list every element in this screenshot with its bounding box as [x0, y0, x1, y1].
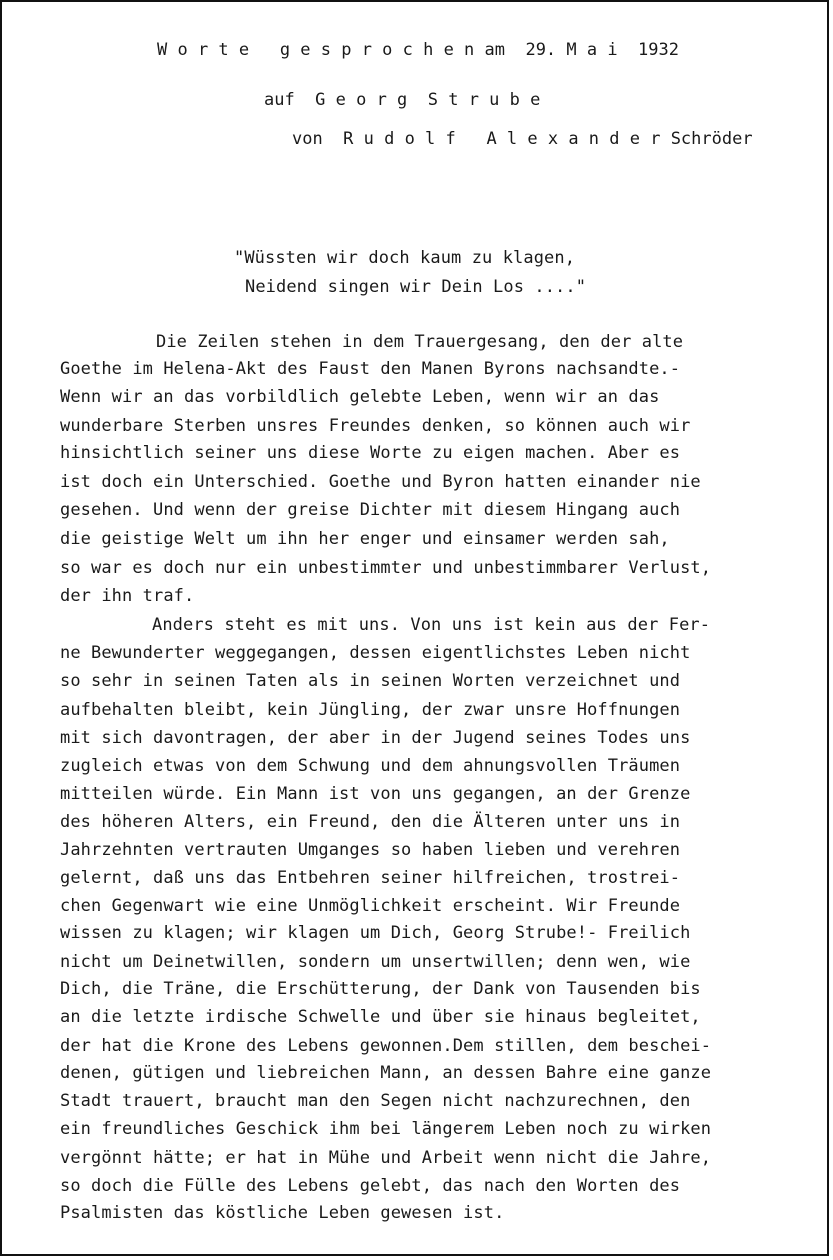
- quote-line-2: Neidend singen wir Dein Los ....": [245, 277, 587, 297]
- body-line: ne Bewunderter weggegangen, dessen eigentlichstes Leben nicht: [60, 643, 691, 663]
- body-line: so war es doch nur ein unbestimmter und unbestimmbarer Verlust,: [60, 558, 712, 578]
- body-line: Wenn wir an das vorbildlich gelebte Leben, wenn wir an das: [60, 387, 660, 407]
- body-line: Psalmisten das köstliche Leben gewesen ist.: [60, 1203, 505, 1223]
- body-line: so sehr in seinen Taten als in seinen Worten verzeichnet und: [60, 671, 681, 691]
- body-line: aufbehalten bleibt, kein Jüngling, der zwar unsre Hoffnungen: [60, 700, 681, 720]
- body-line: gelernt, daß uns das Entbehren seiner hilfreichen, trostrei-: [60, 868, 681, 888]
- body-line: des höheren Alters, ein Freund, den die Älteren unter uns in: [60, 812, 681, 832]
- body-line: mit sich davontragen, der aber in der Jugend seines Todes uns: [60, 728, 691, 748]
- body-line: vergönnt hätte; er hat in Mühe und Arbeit wenn nicht die Jahre,: [60, 1148, 712, 1168]
- body-line: zugleich etwas von dem Schwung und dem ahnungsvollen Träumen: [60, 756, 681, 776]
- body-line: an die letzte irdische Schwelle und über sie hinaus begleitet,: [60, 1007, 701, 1027]
- body-line: wunderbare Sterben unsres Freundes denken, so können auch wir: [60, 416, 691, 436]
- body-line: Anders steht es mit uns. Von uns ist kein aus der Fer-: [152, 615, 711, 635]
- body-line: so doch die Fülle des Lebens gelebt, das nach den Worten des: [60, 1176, 681, 1196]
- body-line: ist doch ein Unterschied. Goethe und Byron hatten einander nie: [60, 472, 701, 492]
- body-line: Die Zeilen stehen in dem Trauergesang, den der alte: [156, 332, 684, 352]
- header-line-3: von R u d o l f A l e x a n d e r Schröder: [292, 129, 753, 149]
- body-line: Dich, die Träne, die Erschütterung, der Dank von Tausenden bis: [60, 979, 701, 999]
- body-line: der hat die Krone des Lebens gewonnen.Dem stillen, dem beschei-: [60, 1036, 712, 1056]
- body-line: denen, gütigen und liebreichen Mann, an dessen Bahre eine ganze: [60, 1063, 712, 1083]
- quote-line-1: "Wüssten wir doch kaum zu klagen,: [234, 248, 576, 268]
- body-line: hinsichtlich seiner uns diese Worte zu eigen machen. Aber es: [60, 443, 681, 463]
- body-line: Jahrzehnten vertrauten Umganges so haben lieben und verehren: [60, 840, 681, 860]
- body-line: gesehen. Und wenn der greise Dichter mit diesem Hingang auch: [60, 500, 681, 520]
- body-line: Stadt trauert, braucht man den Segen nicht nachzurechnen, den: [60, 1091, 691, 1111]
- body-line: chen Gegenwart wie eine Unmöglichkeit erscheint. Wir Freunde: [60, 896, 681, 916]
- body-line: wissen zu klagen; wir klagen um Dich, Georg Strube!- Freilich: [60, 923, 691, 943]
- body-line: die geistige Welt um ihn her enger und einsamer werden sah,: [60, 529, 670, 549]
- body-line: ein freundliches Geschick ihm bei längerem Leben noch zu wirken: [60, 1119, 712, 1139]
- body-line: mitteilen würde. Ein Mann ist von uns gegangen, an der Grenze: [60, 784, 691, 804]
- body-line: der ihn traf.: [60, 586, 195, 606]
- header-line-1: W o r t e g e s p r o c h e n am 29. M a i 1932: [157, 40, 679, 60]
- body-line: nicht um Deinetwillen, sondern um unsertwillen; denn wen, wie: [60, 952, 691, 972]
- header-line-2: auf G e o r g S t r u b e: [264, 90, 541, 110]
- body-line: Goethe im Helena-Akt des Faust den Manen Byrons nachsandte.-: [60, 359, 681, 379]
